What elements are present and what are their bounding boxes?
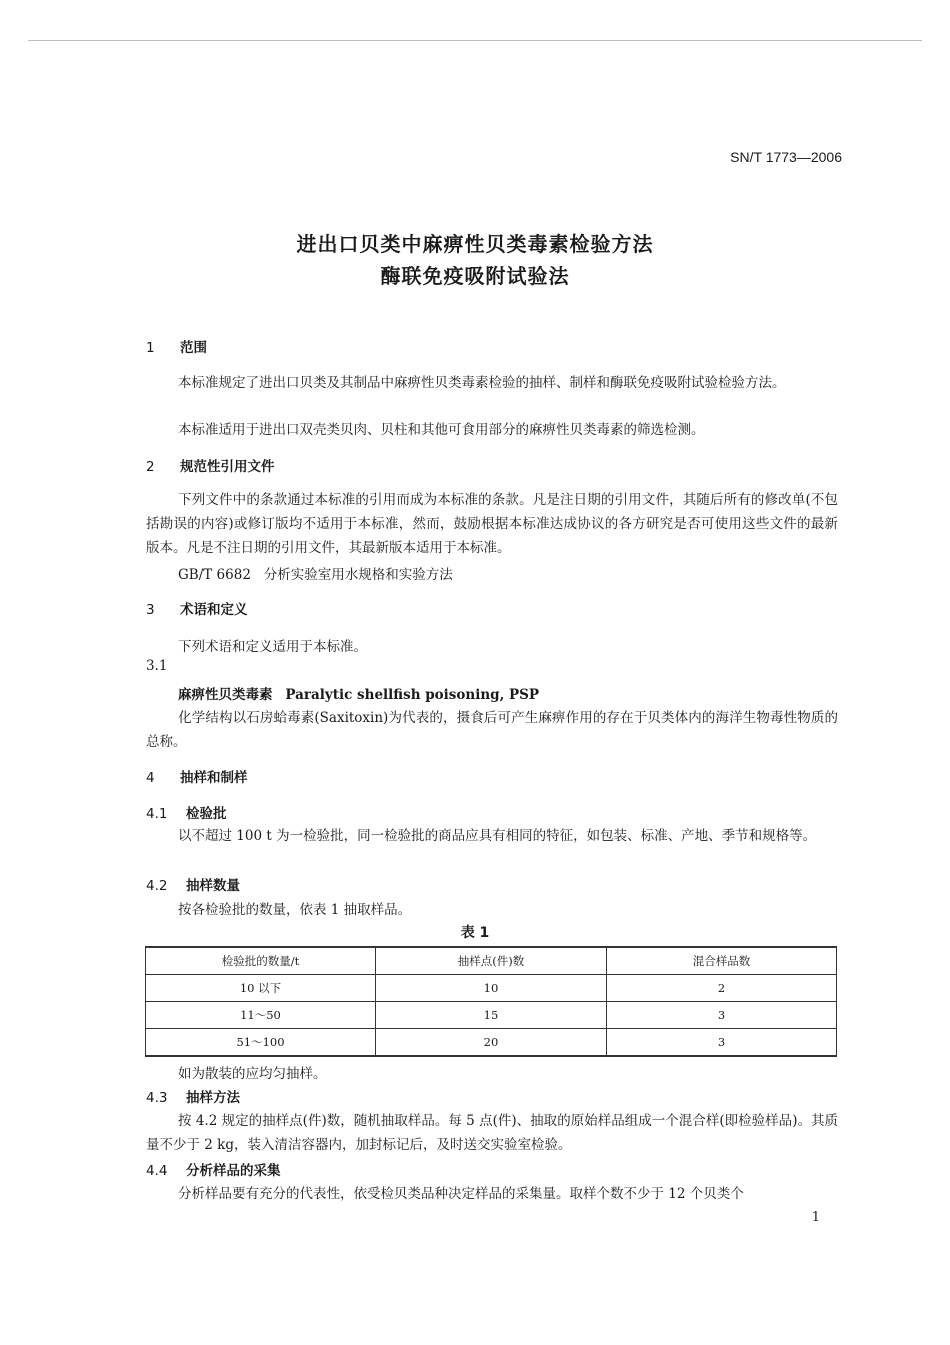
subsection-4-3-paragraph [146, 1109, 838, 1157]
paragraph-text: 化学结构以石房蛤毒素(Saxitoxin)为代表的，摄食后可产生麻痹作用的存在于贝类体内的海洋生物毒性物质的总称。 [146, 710, 838, 750]
table-row [146, 1002, 837, 1029]
subsection-4-1-paragraph [146, 824, 838, 848]
section-1-paragraph-2 [146, 418, 838, 442]
standard-number: SN/T 1773—2006 [730, 149, 842, 165]
subsection-4-2-heading [146, 874, 240, 894]
section-title: 检验批 [186, 806, 227, 822]
table-cell: 11～50 [146, 1002, 376, 1029]
term-english: Paralytic shellfish poisoning, PSP [285, 687, 540, 703]
section-title: 规范性引用文件 [180, 459, 275, 475]
table-cell: 20 [376, 1029, 607, 1057]
table-header-row [146, 947, 837, 975]
section-title: 抽样和制样 [180, 770, 248, 786]
section-4-heading [146, 766, 248, 786]
table-note: 如为散装的应均匀抽样。 [178, 1066, 327, 1082]
top-rule [28, 40, 922, 41]
document-subtitle: 酶联免疫吸附试验法 [380, 264, 570, 288]
reference-code: GB/T 6682 [178, 567, 251, 583]
term-chinese: 麻痹性贝类毒素 [178, 687, 273, 703]
table-caption: 表 1 [460, 925, 490, 941]
table-row [146, 975, 837, 1002]
section-number: 4.3 [146, 1090, 168, 1106]
term-entry [178, 683, 539, 703]
paragraph-text: 下列文件中的条款通过本标准的引用而成为本标准的条款。凡是注日期的引用文件，其随后所有的修改单(不包括勘误的内容)或修订版均不适用于本标准，然而，鼓励根据本标准达成协议的各方研究是否可使用这些文件的最新版本。凡是不注日期的引用文件，其最新版本适用于本标准。 [146, 492, 838, 556]
section-1-heading [146, 336, 207, 356]
paragraph-text: 分析样品要有充分的代表性，依受检贝类品种决定样品的采集量。取样个数不少于 12 个贝类个 [178, 1186, 744, 1202]
paragraph-text: 本标准适用于进出口双壳类贝肉、贝柱和其他可食用部分的麻痹性贝类毒素的筛选检测。 [178, 422, 705, 438]
document-title: 进出口贝类中麻痹性贝类毒素检验方法 [296, 232, 654, 256]
section-number: 4.2 [146, 878, 168, 894]
table-header-cell: 混合样品数 [607, 947, 837, 975]
subsection-3-1-number: 3.1 [146, 658, 168, 674]
section-title: 抽样数量 [186, 878, 240, 894]
section-title: 术语和定义 [180, 602, 248, 618]
section-1-paragraph-1 [146, 371, 838, 395]
section-number: 4 [146, 770, 155, 786]
section-number: 3 [146, 602, 155, 618]
section-3-heading [146, 598, 248, 618]
normative-reference [178, 563, 453, 583]
term-definition [146, 706, 838, 754]
table-cell: 15 [376, 1002, 607, 1029]
table-header-cell: 抽样点(件)数 [376, 947, 607, 975]
section-title: 分析样品的采集 [186, 1163, 281, 1179]
section-number: 4.1 [146, 806, 168, 822]
section-number: 2 [146, 459, 155, 475]
paragraph-text: 本标准规定了进出口贝类及其制品中麻痹性贝类毒素检验的抽样、制样和酶联免疫吸附试验检验方法。 [178, 375, 786, 391]
section-3-paragraph: 下列术语和定义适用于本标准。 [178, 639, 367, 655]
table-cell: 51～100 [146, 1029, 376, 1057]
subsection-4-4-paragraph [146, 1182, 838, 1206]
table-cell: 3 [607, 1002, 837, 1029]
paragraph-text: 按 4.2 规定的抽样点(件)数，随机抽取样品。每 5 点(件)、抽取的原始样品组成一个混合样(即检验样品)。其质量不少于 2 kg，装入清洁容器内，加封标记后，及时送交实验室检验。 [146, 1113, 838, 1153]
section-number: 4.4 [146, 1163, 168, 1179]
table-cell: 2 [607, 975, 837, 1002]
section-title: 抽样方法 [186, 1090, 240, 1106]
table-header-cell: 检验批的数量/t [146, 947, 376, 975]
page-number: 1 [811, 1210, 820, 1225]
paragraph-text: 以不超过 100 t 为一检验批，同一检验批的商品应具有相同的特征，如包装、标准、产地、季节和规格等。 [178, 828, 817, 844]
section-2-heading [146, 455, 275, 475]
sampling-table [145, 946, 837, 1057]
subsection-4-1-heading [146, 802, 227, 822]
table-cell: 10 以下 [146, 975, 376, 1002]
reference-title: 分析实验室用水规格和实验方法 [263, 567, 453, 583]
section-title: 范围 [180, 340, 207, 356]
subsection-4-3-heading [146, 1086, 240, 1106]
subsection-4-4-heading [146, 1159, 281, 1179]
subsection-4-2-paragraph: 按各检验批的数量，依表 1 抽取样品。 [178, 902, 412, 918]
table-row [146, 1029, 837, 1057]
table-cell: 3 [607, 1029, 837, 1057]
table-cell: 10 [376, 975, 607, 1002]
section-2-paragraph [146, 488, 838, 560]
section-number: 1 [146, 340, 155, 356]
